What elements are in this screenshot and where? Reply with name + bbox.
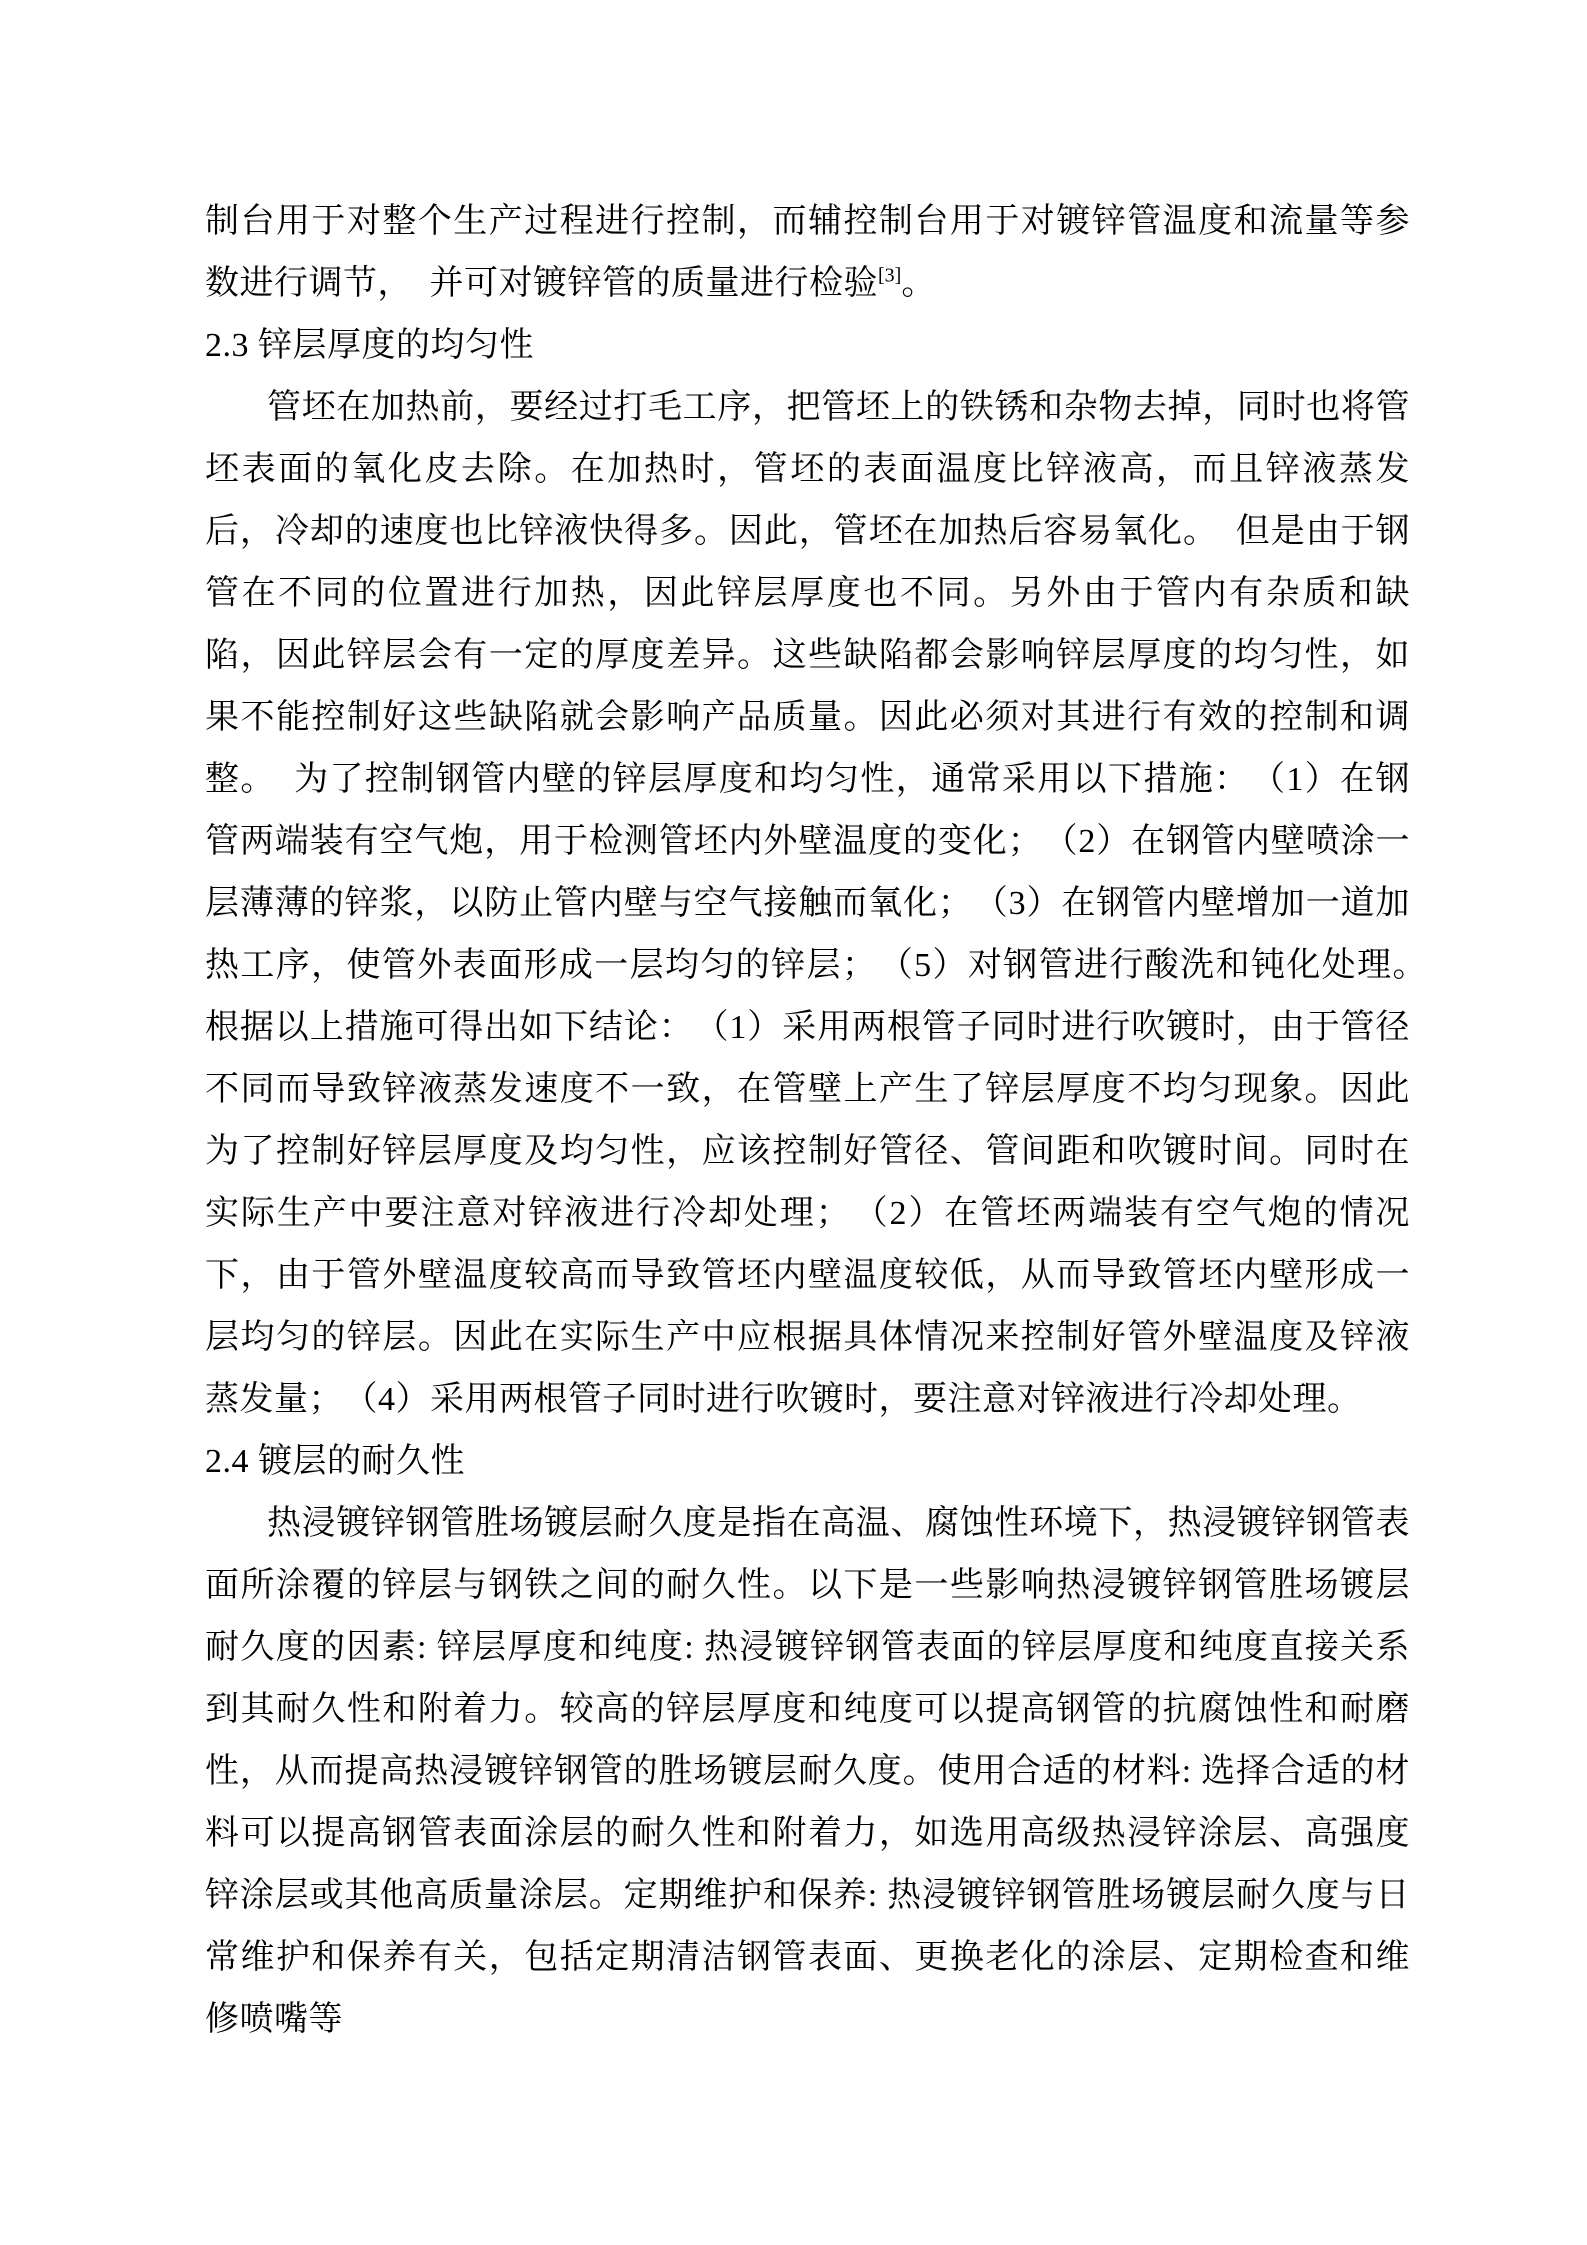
- citation-reference-3: [3]: [878, 264, 902, 287]
- section-heading-2-4: 2.4 镀层的耐久性: [205, 1443, 465, 1480]
- intro-paragraph: [205, 191, 1410, 315]
- section-heading-2-3: 2.3 锌层厚度的均匀性: [205, 327, 534, 364]
- text-content-area: [205, 191, 1445, 2051]
- intro-paragraph-text: 制台用于对整个生产过程进行控制，而辅控制台用于对镀锌管温度和流量等参数进行调节， 并可对镀锌管的质量进行检验: [205, 203, 1410, 302]
- section-2-3-body-paragraph: 管坯在加热前，要经过打毛工序，把管坯上的铁锈和杂物去掉，同时也将管坯表面的氧化皮去除。在加热时，管坯的表面温度比锌液高，而且锌液蒸发后，冷却的速度也比锌液快得多。因此，管坯在加热后容易氧化。 但是由于钢管在不同的位置进行加热，因此锌层厚度也不同。另外由于管内有杂质和缺陷，因此锌层会有一定的厚度差异。这些缺陷都会影响锌层厚度的均匀性，如果不能控制好这些缺陷就会影响产品质量。因此必须对其进行有效的控制和调整。 为了控制钢管内壁的锌层厚度和均匀性，通常采用以下措施： （1）在钢管两端装有空气炮，用于检测管坯内外壁温度的变化； （2）在钢管内壁喷涂一层薄薄的锌浆，以防止管内壁与空气接触而氧化； （3）在钢管内壁增加一道加热工序，使管外表面形成一层均匀的锌层； （5）对钢管进行酸洗和钝化处理。 根据以上措施可得出如下结论： （1）采用两根管子同时进行吹镀时，由于管径不同而导致锌液蒸发速度不一致，在管壁上产生了锌层厚度不均匀现象。因此为了控制好锌层厚度及均匀性，应该控制好管径、管间距和吹镀时间。同时在实际生产中要注意对锌液进行冷却处理； （2）在管坯两端装有空气炮的情况下，由于管外壁温度较高而导致管坯内壁温度较低，从而导致管坯内壁形成一层均匀的锌层。因此在实际生产中应根据具体情况来控制好管外壁温度及锌液蒸发量； （4）采用两根管子同时进行吹镀时，要注意对锌液进行冷却处理。: [205, 389, 1445, 1418]
- intro-paragraph-tail: 。: [901, 265, 936, 302]
- section-2-4-body-paragraph: 热浸镀锌钢管胜场镀层耐久度是指在高温、腐蚀性环境下，热浸镀锌钢管表面所涂覆的锌层与钢铁之间的耐久性。以下是一些影响热浸镀锌钢管胜场镀层耐久度的因素: 锌层厚度和纯度: 热浸镀锌钢管表面的锌层厚度和纯度直接关系到其耐久性和附着力。较高的锌层厚度和纯度可以提高钢管的抗腐蚀性和耐磨性，从而提高热浸镀锌钢管的胜场镀层耐久度。使用合适的材料: 选择合适的材料可以提高钢管表面涂层的耐久性和附着力，如选用高级热浸锌涂层、高强度锌涂层或其他高质量涂层。定期维护和保养: 热浸镀锌钢管胜场镀层耐久度与日常维护和保养有关，包括定期清洁钢管表面、更换老化的涂层、定期检查和维修喷嘴等: [205, 1505, 1410, 2038]
